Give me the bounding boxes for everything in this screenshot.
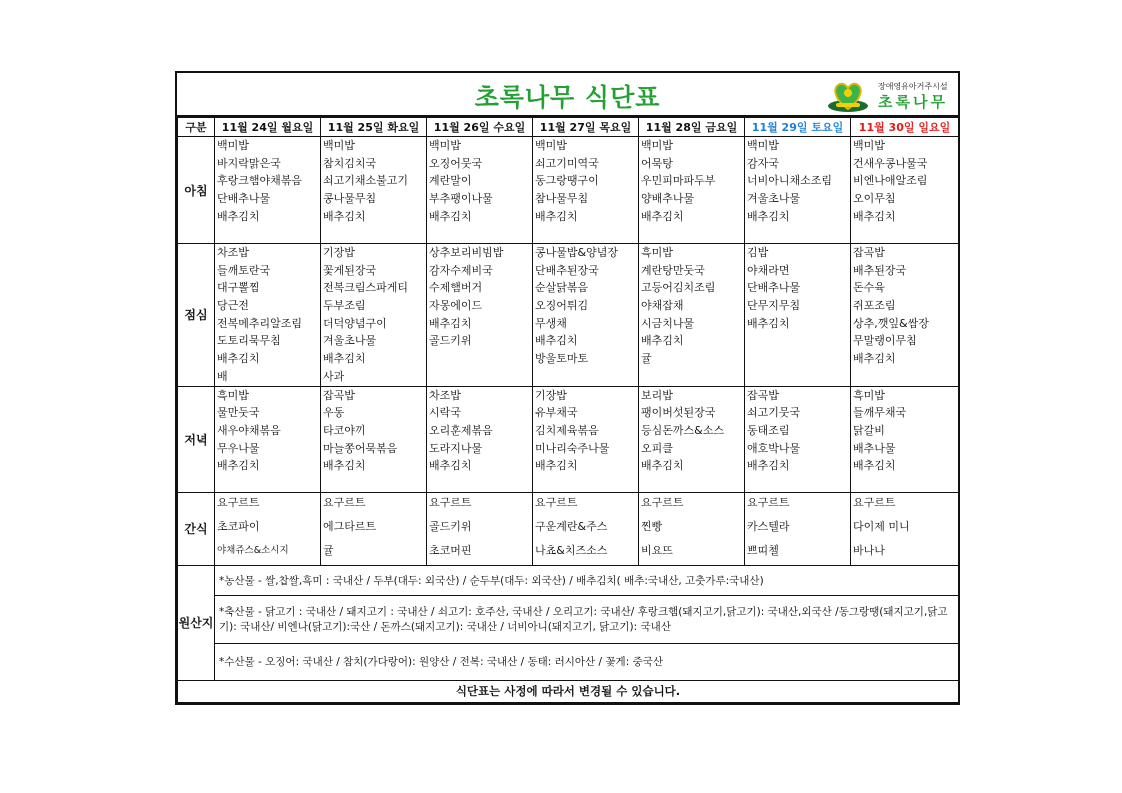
- menu-item: 배추김치: [535, 209, 578, 223]
- menu-item: 귤: [641, 352, 652, 366]
- meal-cell: [427, 244, 533, 387]
- meal-label: 아침: [178, 137, 215, 244]
- meal-cell: [321, 386, 427, 492]
- menu-item: 오리훈제볶음: [429, 423, 493, 437]
- menu-item: 두부조림: [323, 299, 366, 313]
- origin-livestock: *축산물 - 닭고기 : 국내산 / 돼지고기 : 국내산 / 쇠고기: 호주산, 국내산 / 오리고기: 국내산/ 후랑크햄(돼지고기,닭고기): 국내산,외국산 /동그랑땡(돼지고기,닭고기): 국내산/ 비엔나(닭고기):국산 / 돈까스(돼지고기): 국내산 / 너비아니(돼지고기, 닭고기): 국내산: [215, 595, 959, 643]
- meal-cell: [745, 492, 851, 565]
- menu-item: 귤: [323, 543, 334, 557]
- day-header: 11월 26일 수요일: [427, 118, 533, 137]
- meal-row: [178, 492, 959, 565]
- menu-table: [177, 117, 959, 703]
- menu-item: 야채쥬스&소시지: [217, 544, 289, 556]
- menu-item: 도라지나물: [429, 441, 483, 455]
- meal-row: [178, 244, 959, 387]
- menu-item: 요구르트: [853, 495, 896, 509]
- menu-item: 마늘쫑어묵볶음: [323, 441, 398, 455]
- menu-item: 잡곡밥: [747, 388, 779, 402]
- menu-item: 들깨토란국: [217, 263, 271, 277]
- menu-item: 후랑크햄야채볶음: [217, 174, 303, 188]
- meal-cell: [533, 386, 639, 492]
- menu-item: 나쵸&치즈소스: [535, 543, 608, 557]
- menu-item: 에그타르트: [323, 519, 377, 533]
- menu-item: 요구르트: [217, 495, 260, 509]
- menu-item: 참치김치국: [323, 156, 377, 170]
- menu-item: 미나리숙주나물: [535, 441, 610, 455]
- menu-item: 꽃게된장국: [323, 263, 377, 277]
- menu-item: 비엔나애알조림: [853, 174, 928, 188]
- day-header-saturday: 11월 29일 토요일: [745, 118, 851, 137]
- menu-item: 야채잡채: [641, 299, 684, 313]
- meal-cell: [215, 244, 321, 387]
- menu-item: 배추김치: [323, 459, 366, 473]
- menu-item: 골드키위: [429, 519, 472, 533]
- menu-item: 수제햄버거: [429, 281, 483, 295]
- meal-cell: [321, 244, 427, 387]
- menu-item: 배추김치: [853, 209, 896, 223]
- menu-item: 배추된장국: [853, 263, 907, 277]
- meal-row: [178, 386, 959, 492]
- menu-item: 초코머핀: [429, 543, 472, 557]
- menu-item: 고등어김치조림: [641, 281, 716, 295]
- menu-item: 쥐포조림: [853, 299, 896, 313]
- menu-item: 배추김치: [747, 316, 790, 330]
- menu-item: 참나물무침: [535, 192, 589, 206]
- menu-item: 찐빵: [641, 519, 663, 533]
- menu-item: 어묵탕: [641, 156, 673, 170]
- menu-item: 돈수육: [853, 281, 885, 295]
- logo-subtitle: 장애영유아거주시설: [878, 82, 948, 91]
- menu-item: 감자수제비국: [429, 263, 493, 277]
- meal-cell: [427, 386, 533, 492]
- menu-item: 새우야채볶음: [217, 423, 281, 437]
- menu-item: 바나나: [853, 543, 885, 557]
- menu-item: 배추김치: [853, 352, 896, 366]
- menu-item: 잡곡밥: [853, 246, 885, 259]
- menu-item: 들깨무채국: [853, 406, 907, 420]
- menu-item: 배추김치: [217, 209, 260, 223]
- meal-cell: [533, 492, 639, 565]
- menu-item: 감자국: [747, 156, 779, 170]
- menu-item: 기장밥: [323, 246, 355, 259]
- menu-item: 오징어튀김: [535, 299, 589, 313]
- menu-item: 야채라면: [747, 263, 790, 277]
- origin-agri: *농산물 - 쌀,찹쌀,흑미 : 국내산 / 두부(대두: 외국산) / 순두부(대두: 외국산) / 배추김치( 배추:국내산, 고춧가루:국내산): [215, 565, 959, 595]
- meal-cell: [745, 386, 851, 492]
- meal-cell: [639, 137, 745, 244]
- meal-cell: [533, 244, 639, 387]
- menu-item: 동그랑땡구이: [535, 174, 599, 188]
- menu-item: 우동: [323, 406, 345, 420]
- origin-row: [178, 595, 959, 643]
- menu-item: 계란말이: [429, 174, 472, 188]
- menu-item: 배: [217, 369, 228, 383]
- menu-item: 무말랭이무침: [853, 334, 917, 348]
- menu-item: 배추김치: [323, 209, 366, 223]
- menu-item: 오피클: [641, 441, 673, 455]
- menu-item: 요구르트: [429, 495, 472, 509]
- menu-item: 흑미밥: [641, 246, 673, 259]
- menu-item: 흑미밥: [853, 388, 885, 402]
- menu-item: 당근전: [217, 299, 249, 313]
- menu-item: 건새우콩나물국: [853, 156, 928, 170]
- menu-item: 부추팽이나물: [429, 192, 493, 206]
- logo-name: 초록나무: [878, 93, 948, 111]
- menu-item: 배추나물: [853, 441, 896, 455]
- menu-item: 순살닭볶음: [535, 281, 589, 295]
- meal-cell: [533, 137, 639, 244]
- meal-cell: [321, 492, 427, 565]
- header-row: [178, 118, 959, 137]
- origin-seafood: *수산물 - 오징어: 국내산 / 참치(가다랑어): 원양산 / 전복: 국내산 / 동태: 러시아산 / 꽃게: 중국산: [215, 643, 959, 680]
- meal-cell: [639, 244, 745, 387]
- menu-item: 요구르트: [747, 495, 790, 509]
- category-header: 구분: [178, 118, 215, 137]
- menu-item: 배추김치: [323, 352, 366, 366]
- menu-item: 자몽에이드: [429, 299, 483, 313]
- menu-item: 대구뽈찜: [217, 281, 260, 295]
- menu-item: 백미밥: [429, 139, 461, 152]
- origin-label: 원산지: [178, 565, 215, 680]
- day-header: 11월 24일 월요일: [215, 118, 321, 137]
- menu-item: 상추,깻잎&쌈장: [853, 316, 929, 330]
- green-heart-emblem-icon: [826, 79, 870, 113]
- menu-item: 동태조림: [747, 423, 790, 437]
- meal-cell: [851, 137, 959, 244]
- menu-item: 쇠고기채소불고기: [323, 174, 409, 188]
- meal-cell: [745, 244, 851, 387]
- menu-item: 백미밥: [535, 139, 567, 152]
- menu-item: 백미밥: [217, 139, 249, 152]
- menu-item: 요구르트: [535, 495, 578, 509]
- menu-item: 보리밥: [641, 388, 673, 402]
- meal-cell: [321, 137, 427, 244]
- menu-item: 요구르트: [641, 495, 684, 509]
- menu-item: 더덕양념구이: [323, 316, 387, 330]
- menu-item: 우민피마파두부: [641, 174, 716, 188]
- meal-cell: [851, 492, 959, 565]
- menu-item: 쁘띠첼: [747, 543, 779, 557]
- menu-item: 너비아니채소조림: [747, 174, 833, 188]
- menu-item: 비요뜨: [641, 543, 673, 557]
- menu-item: 다이제 미니: [853, 519, 910, 533]
- meal-cell: [427, 137, 533, 244]
- menu-item: 초코파이: [217, 519, 260, 533]
- menu-item: 배추김치: [747, 459, 790, 473]
- menu-item: 배추김치: [429, 459, 472, 473]
- menu-item: 김치제육볶음: [535, 423, 599, 437]
- menu-item: 상추보리비빔밥: [429, 246, 504, 259]
- menu-item: 단배추된장국: [535, 263, 599, 277]
- menu-item: 차조밥: [429, 388, 461, 402]
- day-header-sunday: 11월 30일 일요일: [851, 118, 959, 137]
- meal-cell: [215, 386, 321, 492]
- menu-item: 단배추나물: [747, 281, 801, 295]
- menu-item: 닭갈비: [853, 423, 885, 437]
- menu-item: 배추김치: [641, 209, 684, 223]
- meal-cell: [427, 492, 533, 565]
- menu-item: 시금치나물: [641, 316, 695, 330]
- menu-item: 단무지무침: [747, 299, 801, 313]
- menu-item: 오징어뭇국: [429, 156, 483, 170]
- meal-label: 간식: [178, 492, 215, 565]
- menu-item: 물만둣국: [217, 406, 260, 420]
- menu-item: 팽이버섯된장국: [641, 406, 716, 420]
- menu-item: 무우나물: [217, 441, 260, 455]
- menu-item: 도토리묵무침: [217, 334, 281, 348]
- menu-item: 배추김치: [429, 209, 472, 223]
- page-title: 초록나무 식단표: [474, 83, 661, 112]
- meal-label: 저녁: [178, 386, 215, 492]
- menu-item: 배추김치: [853, 459, 896, 473]
- sheet-header: [177, 73, 958, 117]
- meal-label: 점심: [178, 244, 215, 387]
- menu-item: 겨울초나물: [323, 334, 377, 348]
- menu-item: 카스텔라: [747, 519, 790, 533]
- menu-item: 백미밥: [747, 139, 779, 152]
- menu-item: 김밥: [747, 246, 769, 259]
- menu-item: 유부채국: [535, 406, 578, 420]
- menu-item: 배추김치: [641, 334, 684, 348]
- meal-cell: [215, 492, 321, 565]
- menu-item: 구운계란&주스: [535, 519, 608, 533]
- menu-item: 등심돈까스&소스: [641, 423, 724, 437]
- menu-item: 쇠고기미역국: [535, 156, 599, 170]
- menu-item: 배추김치: [535, 459, 578, 473]
- menu-item: 백미밥: [853, 139, 885, 152]
- logo: [826, 79, 954, 113]
- meal-row: [178, 137, 959, 244]
- menu-item: 타코야끼: [323, 423, 366, 437]
- menu-item: 백미밥: [641, 139, 673, 152]
- menu-item: 배추김치: [747, 209, 790, 223]
- meal-cell: [639, 492, 745, 565]
- menu-item: 골드키위: [429, 334, 472, 348]
- menu-item: 차조밥: [217, 246, 249, 259]
- menu-item: 계란탕만둣국: [641, 263, 705, 277]
- menu-item: 흑미밥: [217, 388, 249, 402]
- menu-item: 배추김치: [535, 334, 578, 348]
- meal-cell: [215, 137, 321, 244]
- menu-item: 배추김치: [429, 316, 472, 330]
- menu-item: 백미밥: [323, 139, 355, 152]
- menu-item: 애호박나물: [747, 441, 801, 455]
- menu-item: 전복크림스파게티: [323, 281, 409, 295]
- menu-item: 요구르트: [323, 495, 366, 509]
- origin-row: [178, 565, 959, 595]
- menu-item: 방울토마토: [535, 352, 589, 366]
- menu-item: 시락국: [429, 406, 461, 420]
- meal-cell: [745, 137, 851, 244]
- menu-sheet: [175, 71, 960, 705]
- menu-item: 겨울초나물: [747, 192, 801, 206]
- menu-item: 양배추나물: [641, 192, 695, 206]
- menu-item: 배추김치: [217, 459, 260, 473]
- menu-item: 배추김치: [217, 352, 260, 366]
- day-header: 11월 28일 금요일: [639, 118, 745, 137]
- day-header: 11월 25일 화요일: [321, 118, 427, 137]
- origin-row: [178, 643, 959, 680]
- meal-cell: [851, 386, 959, 492]
- menu-item: 사과: [323, 369, 345, 383]
- menu-item: 전복메추리알조림: [217, 316, 303, 330]
- menu-item: 바지락맑은국: [217, 156, 281, 170]
- meal-cell: [639, 386, 745, 492]
- menu-item: 콩나물무침: [323, 192, 377, 206]
- menu-item: 콩나물밥&양념장: [535, 246, 618, 259]
- day-header: 11월 27일 목요일: [533, 118, 639, 137]
- menu-item: 배추김치: [641, 459, 684, 473]
- menu-item: 잡곡밥: [323, 388, 355, 402]
- menu-item: 무생채: [535, 316, 567, 330]
- meal-cell: [851, 244, 959, 387]
- menu-item: 오이무침: [853, 192, 896, 206]
- footer-note: 식단표는 사정에 따라서 변경될 수 있습니다.: [178, 680, 959, 702]
- footer-row: [178, 680, 959, 702]
- menu-item: 기장밥: [535, 388, 567, 402]
- menu-item: 단배추나물: [217, 192, 271, 206]
- menu-item: 쇠고기뭇국: [747, 406, 801, 420]
